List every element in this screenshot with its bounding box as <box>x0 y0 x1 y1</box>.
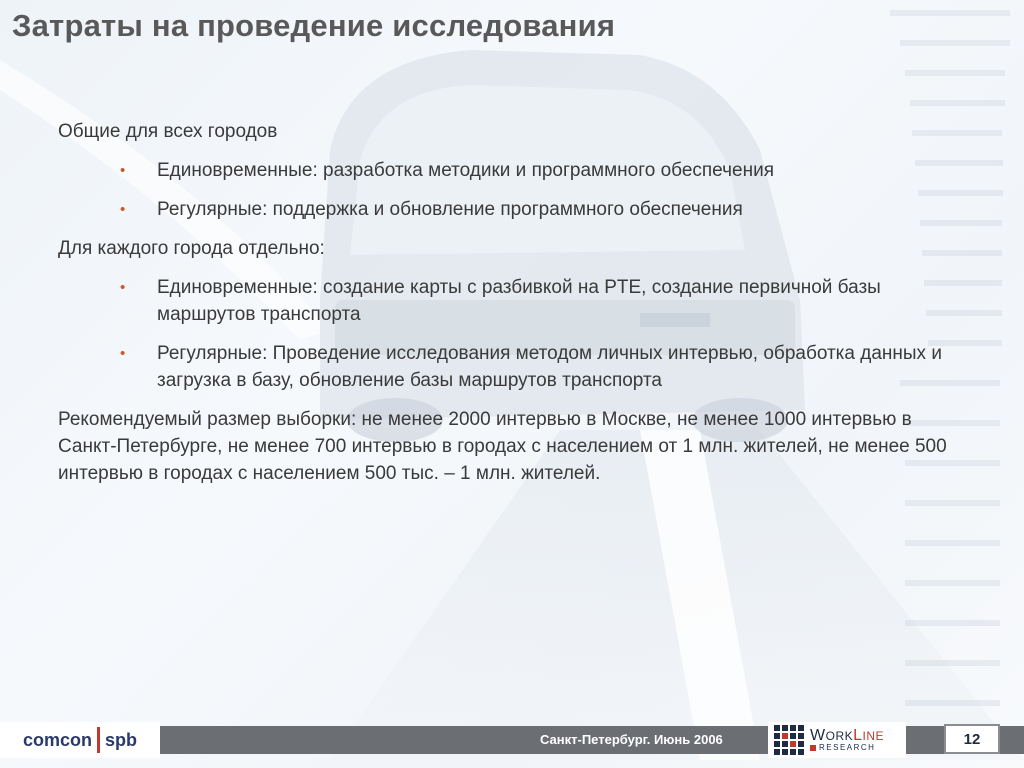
bullet-item <box>58 196 968 223</box>
comcon-spb-logo <box>0 722 160 758</box>
bullet-text: Единовременные: разработка методики и программного обеспечения <box>157 160 774 181</box>
slide-title: Затраты на проведение исследования <box>12 8 616 43</box>
bullet-item <box>58 340 968 394</box>
logo-comcon-text: comcon <box>22 729 92 750</box>
bullet-list-each-city <box>58 274 968 394</box>
page-number: 12 <box>944 724 1000 754</box>
logo-spb-text: spb <box>105 729 138 750</box>
footer-location-date: Санкт-Петербург. Июнь 2006 <box>540 732 723 747</box>
workline-research-logo <box>768 722 906 758</box>
bullet-text: Регулярные: поддержка и обновление программного обеспечения <box>157 199 743 220</box>
bullet-icon: • <box>120 162 126 179</box>
logo-divider <box>97 727 100 753</box>
bullet-item <box>58 274 968 328</box>
section-heading-each-city: Для каждого города отдельно: <box>58 238 325 259</box>
bullet-text: Единовременные: создание карты с разбивкой на PTE, создание первичной базы маршрутов транспорта <box>157 277 881 325</box>
bullet-icon: • <box>120 201 126 218</box>
slide-content <box>58 118 968 487</box>
recommendation-paragraph: Рекомендуемый размер выборки: не менее 2000 интервью в Москве, не менее 1000 интервью в Санкт-Петербурге, не менее 700 интервью в городах с населением от 1 млн. жителей, не менее 500 интервью в городах с населением 500 тыс. – 1 млн. жителей. <box>58 409 947 484</box>
bullet-text: Регулярные: Проведение исследования методом личных интервью, обработка данных и загрузка в базу, обновление базы маршрутов транспорта <box>157 343 942 391</box>
workline-wordmark: WORKLINE <box>810 727 885 744</box>
section-heading-all-cities: Общие для всех городов <box>58 121 278 142</box>
bullet-list-all-cities <box>58 157 968 223</box>
workline-subtitle: RESEARCH <box>810 744 884 752</box>
bullet-icon: • <box>120 279 126 296</box>
bullet-icon: • <box>120 345 126 362</box>
workline-dots-icon <box>774 725 804 755</box>
bullet-item <box>58 157 968 184</box>
